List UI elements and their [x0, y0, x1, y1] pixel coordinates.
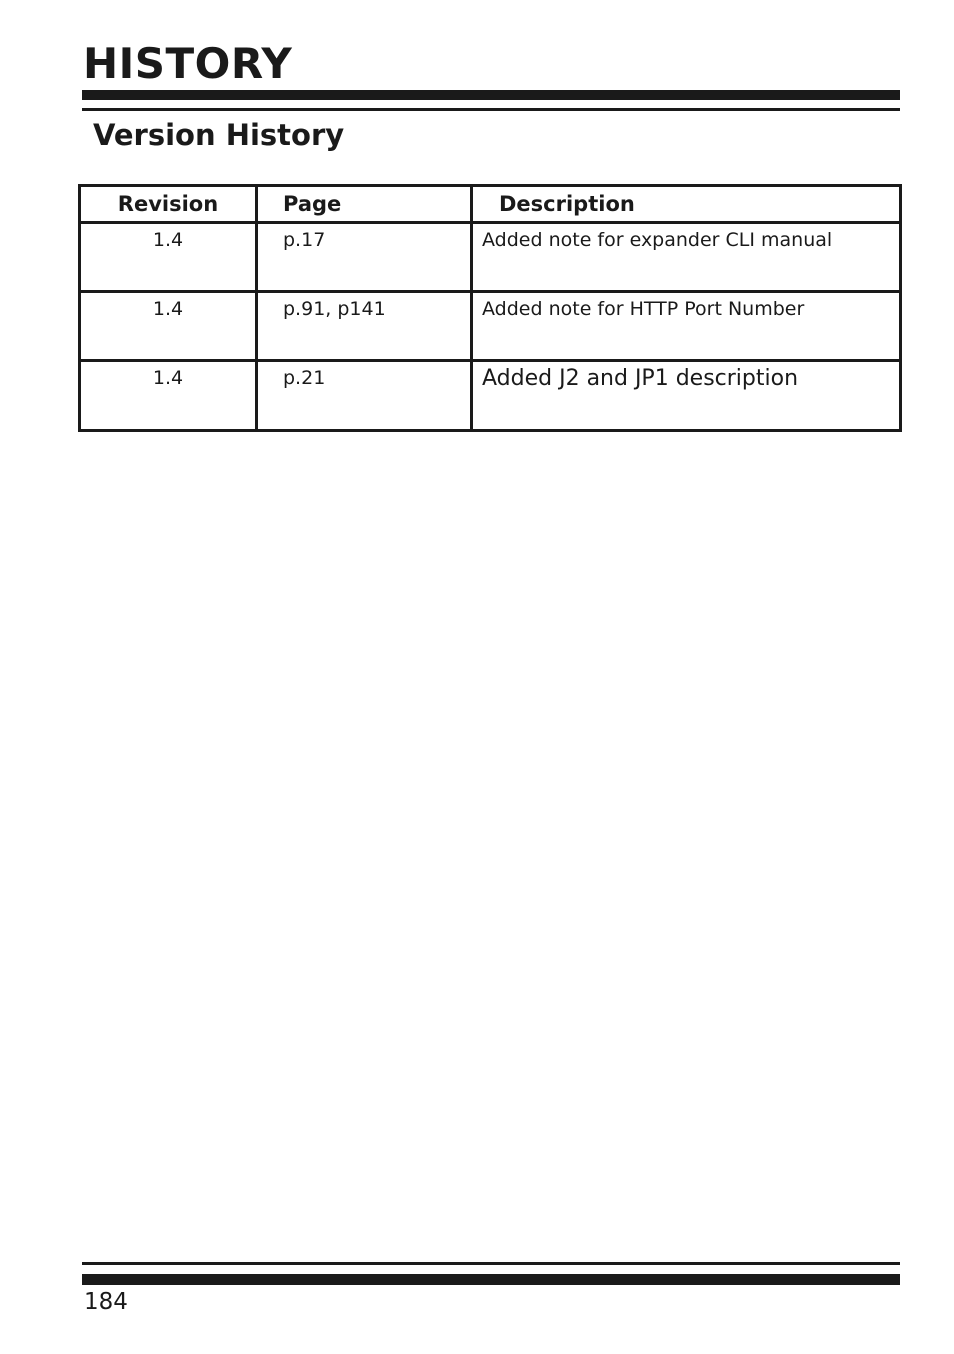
page-cell: p.17 [257, 223, 472, 292]
description-cell: Added J2 and JP1 description [472, 361, 901, 431]
version-history-table [78, 184, 902, 432]
revision-cell: 1.4 [80, 361, 257, 431]
chapter-title: HISTORY [83, 39, 293, 88]
column-header-revision: Revision [80, 186, 257, 223]
page-cell: p.21 [257, 361, 472, 431]
column-header-description: Description [472, 186, 901, 223]
description-cell: Added note for expander CLI manual [472, 223, 901, 292]
header-rule-thick [82, 90, 900, 100]
description-cell: Added note for HTTP Port Number [472, 292, 901, 361]
revision-cell: 1.4 [80, 223, 257, 292]
section-title: Version History [93, 118, 345, 152]
table-row [80, 223, 901, 292]
footer-rule-thin [82, 1262, 900, 1265]
table-row [80, 292, 901, 361]
header-rule-thin [82, 108, 900, 111]
page-cell: p.91, p141 [257, 292, 472, 361]
footer-rule-thick [82, 1274, 900, 1285]
page-number: 184 [84, 1289, 128, 1315]
table-header-row [80, 186, 901, 223]
revision-cell: 1.4 [80, 292, 257, 361]
column-header-page: Page [257, 186, 472, 223]
table-row [80, 361, 901, 431]
